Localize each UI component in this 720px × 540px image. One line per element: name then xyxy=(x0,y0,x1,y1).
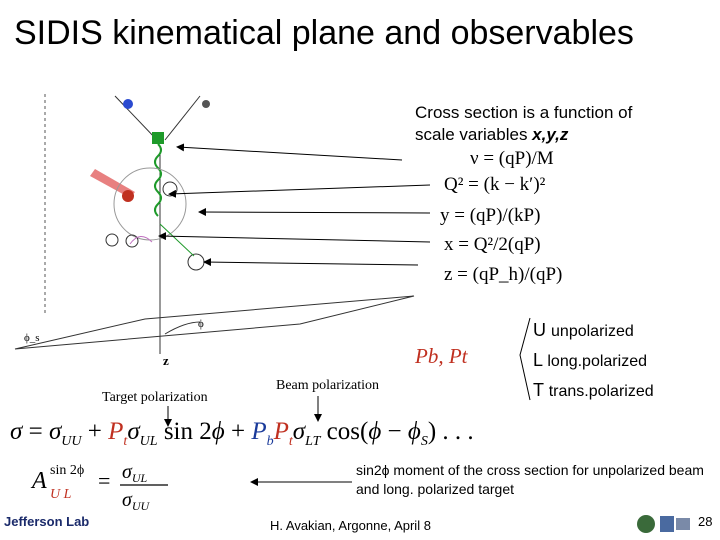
arrow-nu xyxy=(178,147,402,160)
arrow-q2 xyxy=(170,185,430,194)
svg-text:U L: U L xyxy=(50,487,72,502)
beam-polarization-label: Beam polarization xyxy=(276,378,380,393)
equation-q2: Q² = (k − k′)² xyxy=(444,174,546,195)
pol-letter: U xyxy=(533,320,546,340)
arrow-x xyxy=(160,236,430,242)
equation-nu: ν = (qP)/M xyxy=(470,148,554,169)
seal-icon xyxy=(637,515,655,533)
page-number: 28 xyxy=(698,514,713,529)
pol-letter: L xyxy=(533,350,543,370)
pol-item-l xyxy=(533,350,647,371)
logo-icon xyxy=(660,516,674,532)
arrow-y xyxy=(200,212,430,213)
phi-s-label: ϕ_s xyxy=(24,332,40,344)
polarization-symbols: Pb, Pt xyxy=(415,344,468,368)
svg-text:=: = xyxy=(98,468,111,493)
pol-letter: T xyxy=(533,380,544,400)
equation-x: x = Q²/2(qP) xyxy=(444,234,541,255)
pol-item-t xyxy=(533,380,654,401)
pol-label: long.polarized xyxy=(547,353,647,370)
intro-vars: x,y,z xyxy=(532,125,569,144)
footer-text: H. Avakian, Argonne, April 8 xyxy=(270,518,431,533)
asymmetry-formula xyxy=(30,454,210,514)
pol-item-u xyxy=(533,320,634,341)
pol-label: unpolarized xyxy=(551,323,634,340)
svg-text:σUU: $\sigma_{UU}$ xyxy=(122,489,150,513)
jefferson-lab-logo: Jefferson Lab xyxy=(4,514,90,529)
slide-title: SIDIS kinematical plane and observables xyxy=(14,14,634,52)
moment-description: sin2ϕ moment of the cross section for unpolarized beam and long. polarized target xyxy=(356,462,704,497)
equation-z: z = (qP_h)/(qP) xyxy=(444,264,563,285)
svg-text:sin 2ϕ: sin 2ϕ xyxy=(50,463,85,478)
target-polarization-label: Target polarization xyxy=(102,390,208,405)
jsa-icon xyxy=(676,518,690,530)
z-label: z xyxy=(163,353,169,368)
pol-label: trans.polarized xyxy=(548,383,654,400)
svg-text:A: A xyxy=(32,468,47,494)
institution-logos xyxy=(636,512,692,536)
svg-text:σUL: $\sigma_{UL}$ xyxy=(122,461,148,485)
phi-label: ϕ xyxy=(198,318,204,330)
equation-y: y = (qP)/(kP) xyxy=(440,205,541,226)
arrow-z xyxy=(205,262,418,265)
intro-line2: scale variables xyxy=(415,125,533,144)
cross-section-formula: $\sigma = \sigma_{UU} + P_t\sigma_{UL}$ $\sin 2\phi + P_bP_t\sigma_{LT}$ $\cos(\phi - \phi_S)$ . . . xyxy=(10,418,474,449)
polarization-bracket xyxy=(520,318,530,400)
intro-line1: Cross section is a function of xyxy=(415,103,633,122)
